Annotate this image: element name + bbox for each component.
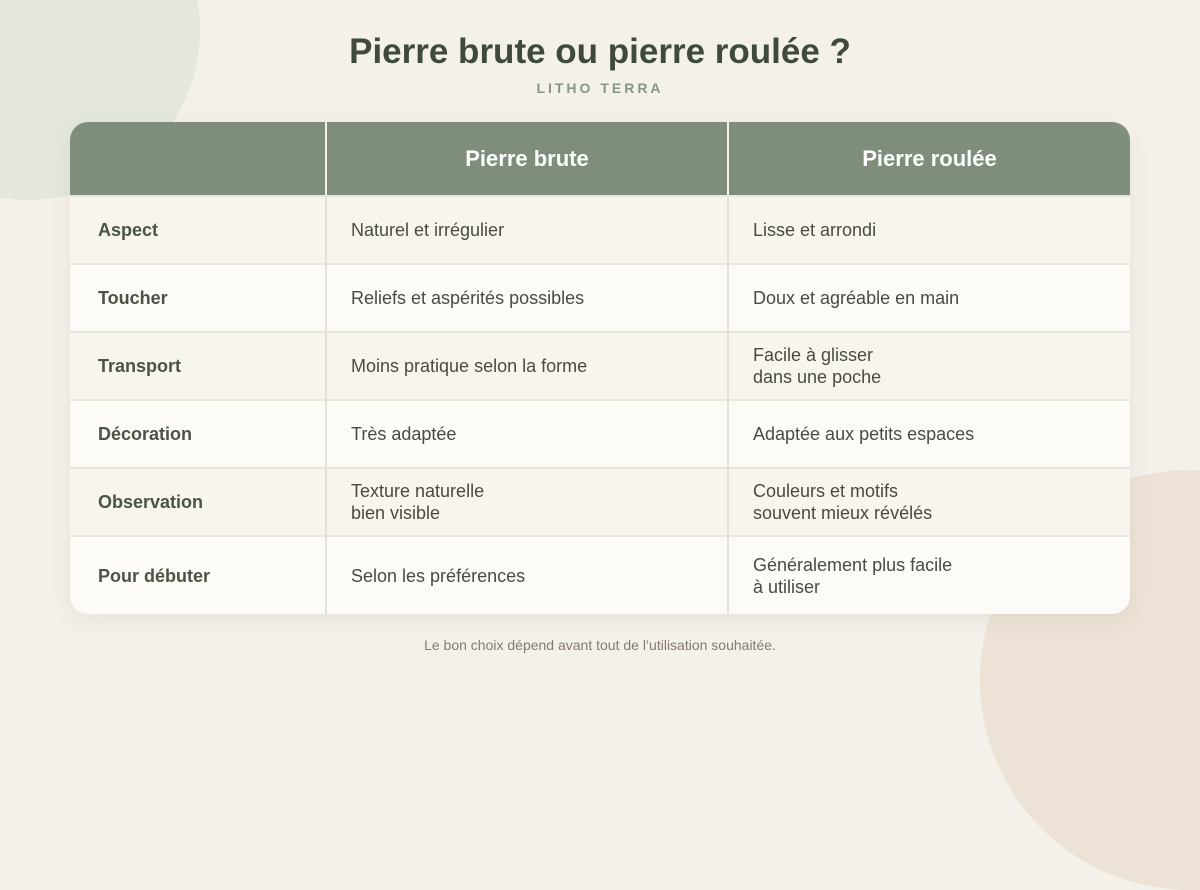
cell-pierre-roulee: Adaptée aux petits espaces [753, 424, 975, 444]
header-cell-pierre-roulee: Pierre roulée [862, 146, 997, 171]
cell-pierre-brute: Selon les préférences [351, 565, 526, 586]
cell-pierre-brute: Moins pratique selon la forme [351, 356, 588, 376]
cell-pierre-brute: Très adaptée [351, 424, 457, 444]
row-label: Transport [98, 356, 182, 376]
comparison-table [70, 122, 1130, 614]
cell-pierre-roulee: Doux et agréable en main [753, 288, 960, 308]
cell-pierre-brute: Texture naturelle bien visible [351, 481, 485, 523]
row-label: Toucher [98, 288, 168, 308]
row-label: Observation [98, 492, 204, 512]
cell-pierre-brute: Reliefs et aspérités possibles [351, 288, 585, 308]
cell-pierre-roulee: Lisse et arrondi [753, 220, 877, 240]
header-cell-empty [70, 122, 325, 195]
row-label: Pour débuter [98, 565, 211, 586]
cell-pierre-roulee: Généralement plus facile à utiliser [753, 554, 953, 597]
table-row [70, 467, 1130, 535]
page-title: Pierre brute ou pierre roulée ? [349, 32, 851, 71]
table-row [70, 535, 1130, 614]
table-row [70, 331, 1130, 399]
footer-note: Le bon choix dépend avant tout de l’utilisation souhaitée. [424, 637, 776, 653]
header-column-divider [727, 122, 729, 195]
table-header [70, 122, 1130, 195]
cell-pierre-brute: Naturel et irrégulier [351, 220, 505, 240]
header-column-divider [325, 122, 327, 195]
header-cell-pierre-brute: Pierre brute [465, 146, 589, 171]
row-label: Aspect [98, 220, 159, 240]
table-row [70, 195, 1130, 263]
table-row [70, 399, 1130, 467]
column-divider [727, 122, 729, 614]
table-row [70, 263, 1130, 331]
brand-name: LITHO TERRA [536, 80, 664, 96]
column-divider [325, 122, 327, 614]
row-label: Décoration [98, 424, 193, 444]
cell-pierre-roulee: Couleurs et motifs souvent mieux révélés [753, 481, 933, 523]
cell-pierre-roulee: Facile à glisser dans une poche [753, 345, 882, 387]
